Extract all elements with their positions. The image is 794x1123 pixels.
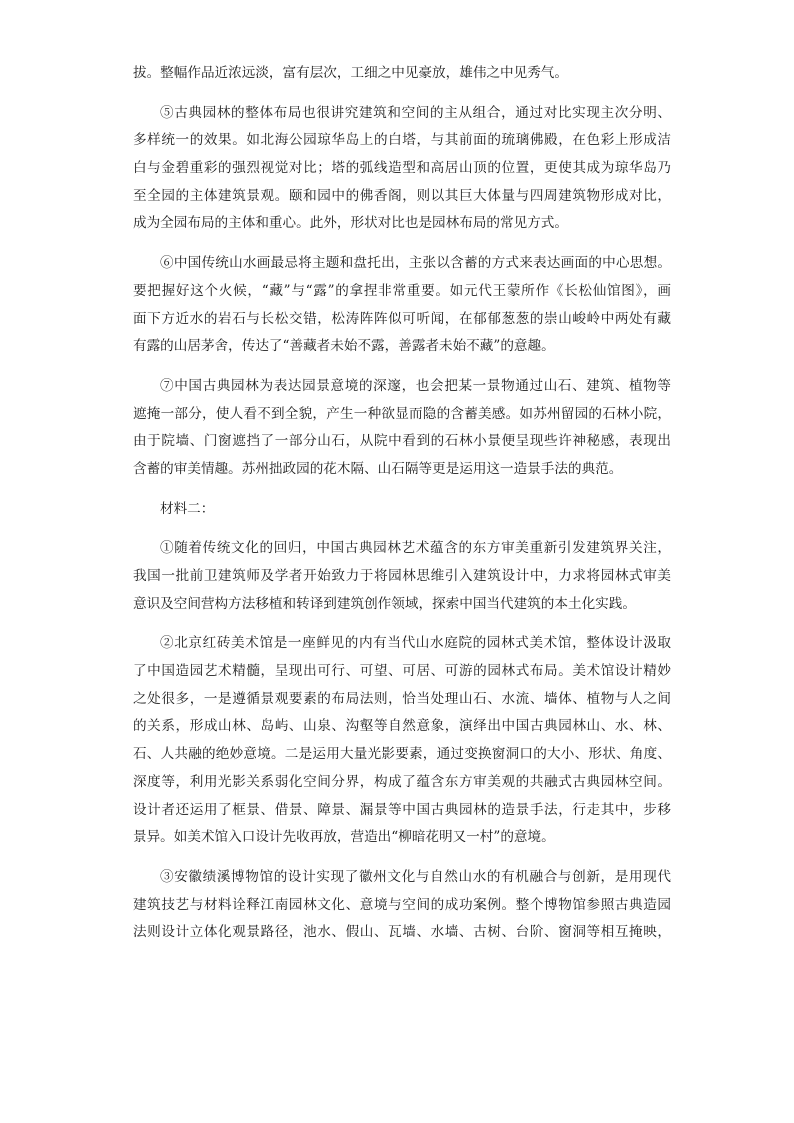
paragraph-m2-3 bbox=[133, 864, 671, 947]
paragraph-m2-2 bbox=[133, 630, 671, 852]
text-line: ⑤古典园林的整体布局也很讲究建筑和空间的主从组合，通过对比实现主次分明、 bbox=[160, 104, 671, 121]
section-label: 材料二： bbox=[160, 500, 215, 517]
text-line: 深度等，利用光影关系弱化空间分界，构成了蕴含东方审美观的共融式古典园林空间。 bbox=[133, 773, 671, 790]
text-line: ⑦中国古典园林为表达园景意境的深邃，也会把某一景物通过山石、建筑、植物等 bbox=[160, 377, 671, 394]
text-line: 拔。整幅作品近浓远淡，富有层次，工细之中见豪放，雄伟之中见秀气。 bbox=[133, 65, 568, 81]
text-line: ⑥中国传统山水画最忌将主题和盘托出，主张以含蓄的方式来表达画面的中心思想。 bbox=[160, 255, 671, 272]
text-line: 要把握好这个火候，“藏”与“露”的拿捏非常重要。如元代王蒙所作《长松仙馆图》，画 bbox=[133, 282, 671, 299]
text-line: 设计者还运用了框景、借景、障景、漏景等中国古典园林的造景手法，行走其中，步移 bbox=[133, 801, 671, 818]
text-line: 含蓄的审美情趣。苏州拙政园的花木隔、山石隔等更是运用这一造景手法的典范。 bbox=[133, 460, 623, 477]
text-line: 我国一批前卫建筑师及学者开始致力于将园林思维引入建筑设计中，力求将园林式审美 bbox=[133, 568, 671, 584]
text-line: ①随着传统文化的回归，中国古典园林艺术蕴含的东方审美重新引发建筑界关注， bbox=[160, 540, 671, 557]
text-line: 之处很多，一是遵循景观要素的布局法则，恰当处理山石、水流、墙体、植物与人之间 bbox=[133, 690, 671, 707]
paragraph-5 bbox=[133, 100, 671, 238]
text-line: 面下方近水的岩石与长松交错，松涛阵阵似可听闻，在郁郁葱葱的崇山峻岭中两处有藏 bbox=[133, 310, 671, 327]
text-line: 遮掩一部分，使人看不到全貌，产生一种欲显而隐的含蓄美感。如苏州留园的石林小院， bbox=[133, 405, 671, 422]
paragraph-7 bbox=[133, 373, 671, 484]
text-line: 建筑技艺与材料诠释江南园林文化、意境与空间的成功案例。整个博物馆参照古典造园 bbox=[133, 896, 671, 913]
text-line: 有露的山居茅舍，传达了“善藏者未始不露，善露者未始不藏”的意趣。 bbox=[133, 338, 555, 355]
text-line: 白与金碧重彩的强烈视觉对比；塔的弧线造型和高居山顶的位置，更使其成为琼华岛乃 bbox=[133, 160, 671, 177]
paragraph-m2-1 bbox=[133, 535, 671, 618]
text-line: ③安徽绩溪博物馆的设计实现了徽州文化与自然山水的有机融合与创新，是用现代 bbox=[160, 868, 671, 885]
paragraph-6 bbox=[133, 250, 671, 361]
paragraph-continuation bbox=[133, 60, 671, 88]
text-line: 意识及空间营构方法移植和转译到建筑创作领域，探索中国当代建筑的本土化实践。 bbox=[133, 595, 636, 612]
text-line: 成为全园布局的主体和重心。此外，形状对比也是园林布局的常见方式。 bbox=[133, 215, 568, 232]
text-line: 至全园的主体建筑景观。颐和园中的佛香阁，则以其巨大体量与四周建筑物形成对比， bbox=[133, 187, 671, 204]
material-2-heading bbox=[133, 496, 671, 524]
text-line: ②北京红砖美术馆是一座鲜见的内有当代山水庭院的园林式美术馆，整体设计汲取 bbox=[160, 635, 671, 652]
text-line: 了中国造园艺术精髓，呈现出可行、可望、可居、可游的园林式布局。美术馆设计精妙 bbox=[133, 663, 671, 680]
text-line: 多样统一的效果。如北海公园琼华岛上的白塔，与其前面的琉璃佛殿，在色彩上形成洁 bbox=[133, 132, 671, 149]
text-line: 法则设计立体化观景路径，池水、假山、瓦墙、水墙、古树、台阶、窗洞等相互掩映， bbox=[133, 924, 671, 941]
document-page bbox=[133, 60, 671, 959]
text-line: 景异。如美术馆入口设计先收再放，营造出“柳暗花明又一村”的意境。 bbox=[133, 829, 555, 846]
text-line: 由于院墙、门窗遮挡了一部分山石，从院中看到的石林小景便呈现些许神秘感，表现出 bbox=[133, 433, 671, 450]
text-line: 的关系，形成山林、岛屿、山泉、沟壑等自然意象，演绎出中国古典园林山、水、林、 bbox=[133, 718, 671, 735]
text-line: 石、人共融的绝妙意境。二是运用大量光影要素，通过变换窗洞口的大小、形状、角度、 bbox=[133, 746, 671, 763]
